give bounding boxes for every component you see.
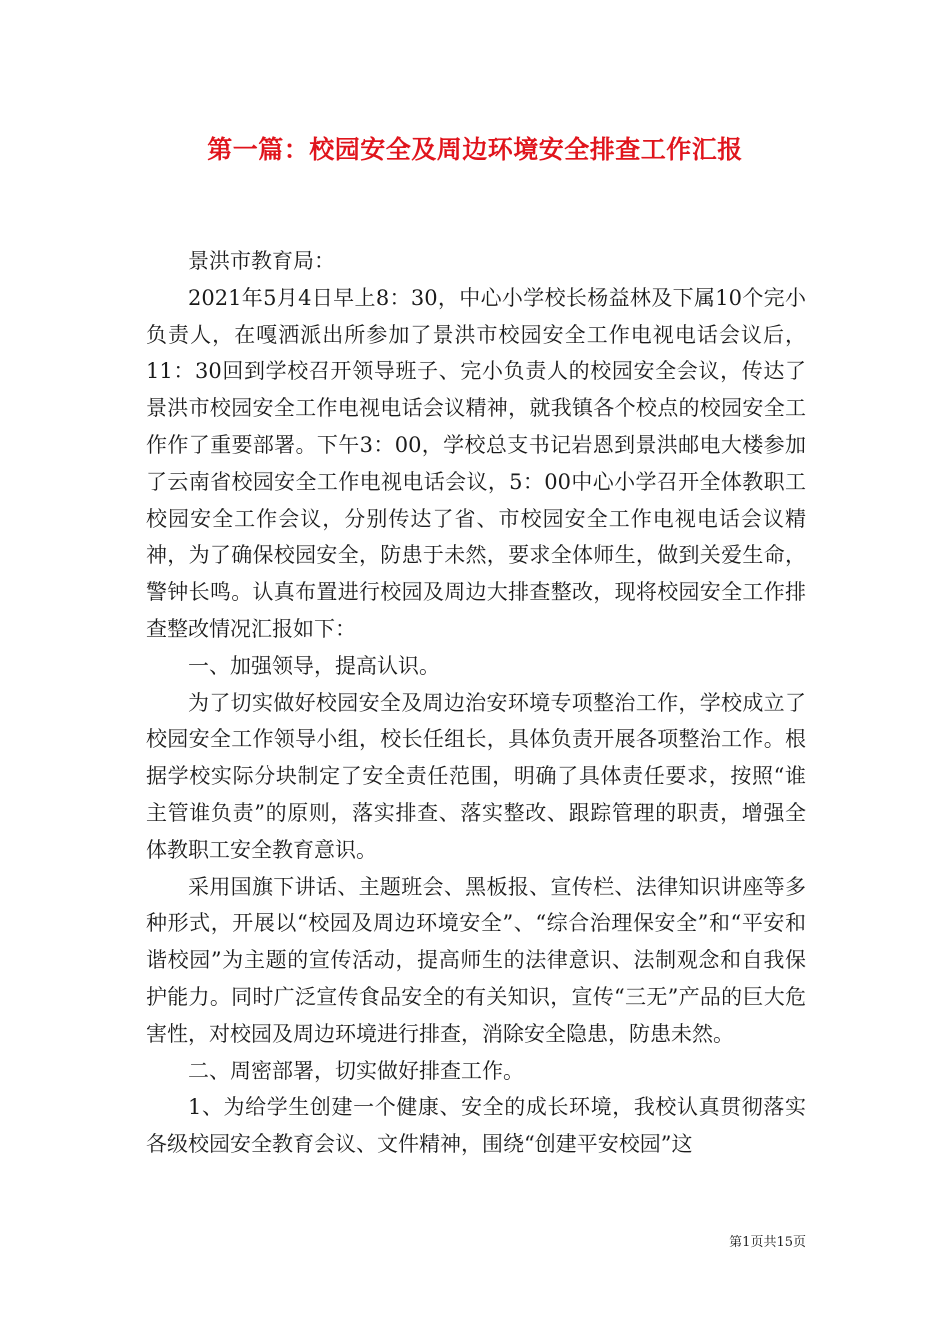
salutation-paragraph: 景洪市教育局：	[188, 249, 335, 273]
document-body	[146, 243, 806, 1163]
document-title: 第一篇：校园安全及周边环境安全排查工作汇报	[207, 135, 743, 164]
body-paragraph: 1、为给学生创建一个健康、安全的成长环境，我校认真贯彻落实各级校园安全教育会议、文件精神，围绕“创建平安校园”这	[146, 1095, 806, 1157]
body-paragraph: 为了切实做好校园安全及周边治安环境专项整治工作，学校成立了校园安全工作领导小组，校长任组长，具体负责开展各项整治工作。根据学校实际分块制定了安全责任范围，明确了具体责任要求，按照“谁主管谁负责”的原则，落实排查、落实整改、跟踪管理的职责，增强全体教职工安全教育意识。	[146, 690, 806, 862]
body-paragraph: 2021年5月4日早上8：30，中心小学校长杨益林及下属10个完小负责人，在嘎洒派出所参加了景洪市校园安全工作电视电话会议后，11：30回到学校召开领导班子、完小负责人的校园安全会议，传达了景洪市校园安全工作电视电话会议精神，就我镇各个校点的校园安全工作作了重要部署。下午3：00，学校总支书记岩恩到景洪邮电大楼参加了云南省校园安全工作电视电话会议，5：00中心小学召开全体教职工校园安全工作会议，分别传达了省、市校园安全工作电视电话会议精神，为了确保校园安全，防患于未然，要求全体师生，做到关爱生命，警钟长鸣。认真布置进行校园及周边大排查整改，现将校园安全工作排查整改情况汇报如下：	[146, 285, 806, 641]
body-paragraph: 采用国旗下讲话、主题班会、黑板报、宣传栏、法律知识讲座等多种形式，开展以“校园及周边环境安全”、“综合治理保安全”和“平安和谐校园”为主题的宣传活动，提高师生的法律意识、法制观念和自我保护能力。同时广泛宣传食品安全的有关知识，宣传“三无”产品的巨大危害性，对校园及周边环境进行排查，消除安全隐患，防患未然。	[146, 874, 806, 1046]
section-heading: 二、周密部署，切实做好排查工作。	[188, 1058, 524, 1083]
page-number-footer: 第1页共15页	[729, 1235, 806, 1250]
section-heading: 一、加强领导，提高认识。	[188, 653, 440, 678]
